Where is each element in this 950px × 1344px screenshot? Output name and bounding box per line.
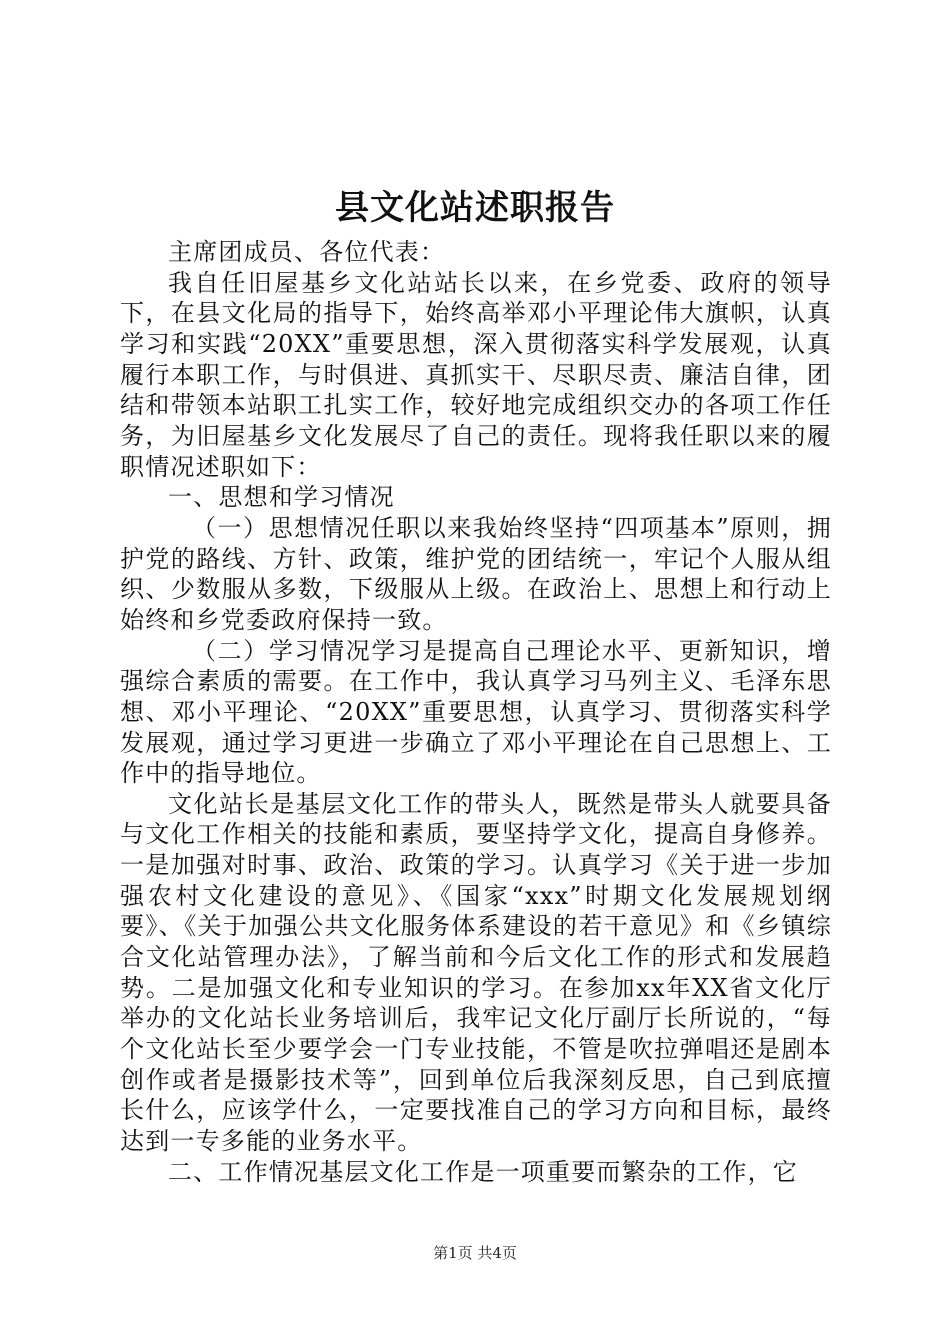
document-body xyxy=(120,237,832,1187)
station-head-paragraph: 文化站长是基层文化工作的带头人，既然是带头人就要具备与文化工作相关的技能和素质，要坚持学文化，提高自身修养。一是加强对时事、政治、政策的学习。认真学习《关于进一步加强农村文化建设的意见》、《国家“xxx”时期文化发展规划纲要》、《关于加强公共文化服务体系建设的若干意见》和《乡镇综合文化站管理办法》，了解当前和今后文化工作的形式和发展趋势。二是加强文化和专业知识的学习。在参加xx年XX省文化厅举办的文化站长业务培训后，我牢记文化厅副厅长所说的，“每个文化站长至少要学会一门专业技能，不管是吹拉弹唱还是剧本创作或者是摄影技术等”，回到单位后我深刻反思，自己到底擅长什么，应该学什么，一定要找准自己的学习方向和目标，最终达到一专多能的业务水平。 xyxy=(120,789,832,1156)
intro-paragraph: 我自任旧屋基乡文化站站长以来，在乡党委、政府的领导下，在县文化局的指导下，始终高举邓小平理论伟大旗帜，认真学习和实践“20XX”重要思想，深入贯彻落实科学发展观，认真履行本职工作，与时俱进、真抓实干、尽职尽责、廉洁自律，团结和带领本站职工扎实工作，较好地完成组织交办的各项工作任务，为旧屋基乡文化发展尽了自己的责任。现将我任职以来的履职情况述职如下： xyxy=(120,268,832,481)
page-footer: 第1页 共4页 xyxy=(433,1244,517,1262)
subsection-thought-paragraph: （一）思想情况任职以来我始终坚持“四项基本”原则，拥护党的路线、方针、政策，维护党的团结统一，牢记个人服从组织、少数服从多数，下级服从上级。在政治上、思想上和行动上始终和乡党委政府保持一致。 xyxy=(120,513,832,634)
subsection-study-paragraph: （二）学习情况学习是提高自己理论水平、更新知识，增强综合素质的需要。在工作中，我认真学习马列主义、毛泽东思想、邓小平理论、“20XX”重要思想，认真学习、贯彻落实科学发展观，通过学习更进一步确立了邓小平理论在自己思想上、工作中的指导地位。 xyxy=(120,636,832,788)
salutation-paragraph: 主席团成员、各位代表： xyxy=(168,238,446,266)
document-title: 县文化站述职报告 xyxy=(335,188,615,228)
section-heading-1: 一、思想和学习情况 xyxy=(168,483,395,512)
section-heading-2-paragraph: 二、工作情况基层文化工作是一项重要而繁杂的工作，它 xyxy=(168,1157,798,1186)
